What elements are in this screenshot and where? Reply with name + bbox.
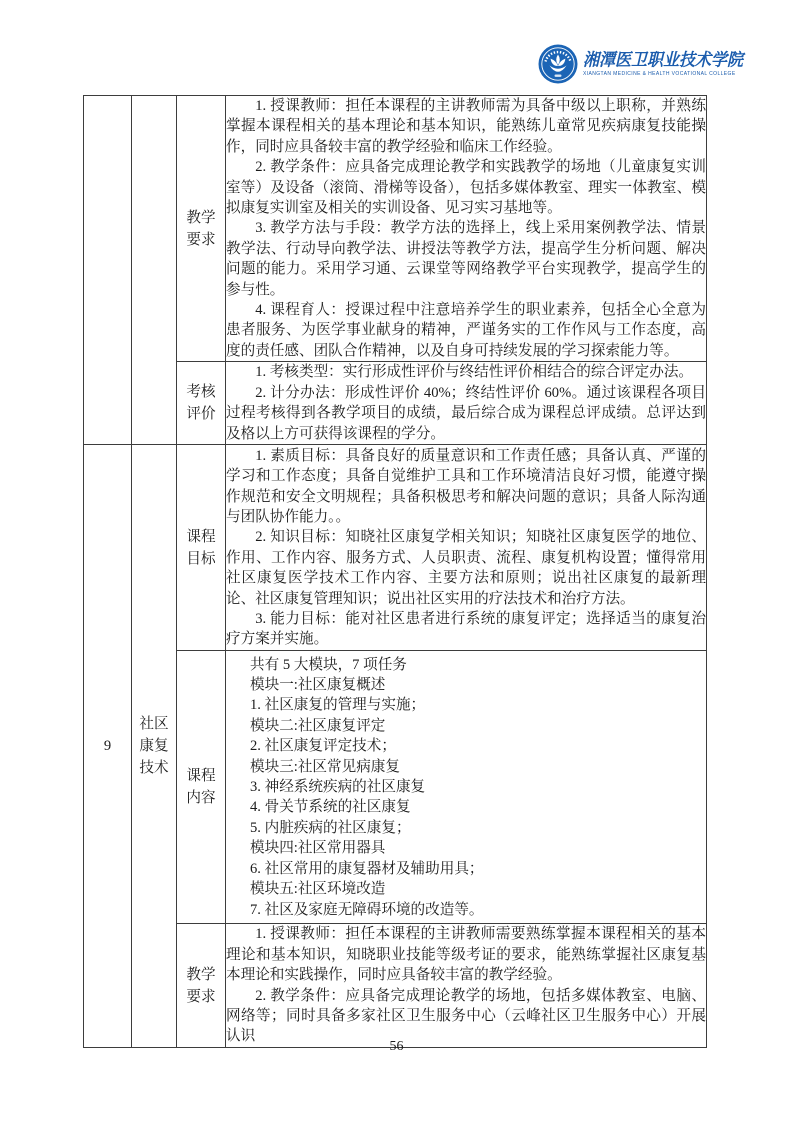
cell-course-number-empty (84, 96, 132, 445)
module-line: 7. 社区及家庭无障碍环境的改造等。 (250, 901, 484, 918)
cell-course-number: 9 (84, 445, 132, 1047)
module-line: 1. 社区康复的管理与实施； (250, 697, 426, 714)
college-name-en: XIANGTAN MEDICINE & HEALTH VOCATIONAL COLLEGE (583, 70, 736, 77)
module-line: 模块二:社区康复评定 (250, 717, 386, 734)
table-row (84, 362, 707, 445)
paragraph: 2. 教学条件：应具备完成理论教学的场地，包括多媒体教室、电脑、网络等；同时具备多家社区卫生服务中心（云峰社区卫生服务中心）开展认识 (226, 987, 706, 1045)
cell-content-course-content (226, 651, 707, 924)
college-seal-icon (538, 44, 578, 84)
row-label: 教学要求 (186, 966, 216, 1005)
paragraph: 2. 计分办法：形成性评价 40%；终结性评价 60%。通过该课程各项目过程考核得到各教学项目的成绩，最后综合成为课程总评成绩。总评达到及格以上方可获得该课程的学分。 (226, 384, 706, 442)
module-line: 模块五:社区环境改造 (250, 881, 386, 898)
row-label: 教学要求 (186, 209, 216, 248)
table-row (84, 96, 707, 362)
row-label: 考核评价 (186, 384, 216, 423)
course-name: 社区康复技术 (139, 716, 169, 776)
paragraph: 2. 知识目标：知晓社区康复学相关知识；知晓社区康复医学的地位、作用、工作内容、服务方式、人员职责、流程、康复机构设置；懂得常用社区康复医学技术工作内容、主要方法和原则；说出社区康复的最新理论、社区康复管理知识；说出社区实用的疗法技术和治疗方法。 (226, 529, 706, 607)
module-line: 共有 5 大模块，7 项任务 (250, 656, 407, 673)
college-logo (538, 44, 743, 84)
paragraph: 1. 考核类型：实行形成性评价与终结性评价相结合的综合评定办法。 (255, 364, 694, 381)
paragraph: 3. 能力目标：能对社区患者进行系统的康复评定；选择适当的康复治疗方案并实施。 (226, 611, 706, 648)
cell-course-name (132, 445, 177, 1047)
row-label: 课程目标 (186, 528, 216, 567)
cell-label-teaching-requirements-2 (177, 924, 226, 1047)
table-row (84, 651, 707, 924)
cell-label-assessment (177, 362, 226, 445)
module-line: 模块三:社区常见病康复 (250, 758, 400, 775)
paragraph: 2. 教学条件：应具备完成理论教学和实践教学的场地（儿童康复实训室等）及设备（滚筒、滑梯等设备），包括多媒体教室、理实一体教室、模拟康复实训室及相关的实训设备、见习实习基地等。 (226, 159, 706, 217)
course-syllabus-table (83, 95, 707, 1048)
module-line: 3. 神经系统疾病的社区康复 (250, 779, 426, 796)
module-line: 5. 内脏疾病的社区康复； (250, 819, 411, 836)
cell-label-teaching-requirements (177, 96, 226, 362)
cell-content-course-objectives (226, 445, 707, 651)
module-list (250, 655, 706, 920)
cell-label-course-content (177, 651, 226, 924)
page-number: 56 (389, 1039, 404, 1054)
cell-content-assessment (226, 362, 707, 445)
table-row (84, 924, 707, 1047)
college-name-block (583, 51, 743, 78)
paragraph: 4. 课程育人：授课过程中注意培养学生的职业素养，包括全心全意为患者服务、为医学事业献身的精神，严谨务实的工作作风与工作态度，高度的责任感、团队合作精神，以及自身可持续发展的学习探索能力等。 (226, 302, 706, 359)
module-line: 6. 社区常用的康复器材及辅助用具； (250, 860, 484, 877)
paragraph: 3. 教学方法与手段：教学方法的选择上，线上采用案例教学法、情景教学法、行动导向教学法、讲授法等教学方法，提高学生分析问题、解决问题的能力。采用学习通、云课堂等网络教学平台实现教学，提高学生的参与性。 (226, 220, 706, 298)
cell-label-course-objectives (177, 445, 226, 651)
module-line: 模块一:社区康复概述 (250, 677, 386, 694)
cell-course-name-empty (132, 96, 177, 445)
module-line: 4. 骨关节系统的社区康复 (250, 799, 411, 816)
paragraph: 1. 授课教师：担任本课程的主讲教师需为具备中级以上职称，并熟练掌握本课程相关的基本理论和基本知识，能熟练儿童常见疾病康复技能操作，同时应具备较丰富的教学经验和临床工作经验。 (226, 98, 706, 155)
module-line: 2. 社区康复评定技术； (250, 738, 396, 755)
paragraph: 1. 授课教师：担任本课程的主讲教师需要熟练掌握本课程相关的基本理论和基本知识，知晓职业技能等级考证的要求，能熟练掌握社区康复基本理论和实践操作，同时应具备较丰富的教学经验。 (226, 926, 706, 984)
cell-content-teaching-requirements (226, 96, 707, 362)
cell-content-teaching-requirements-2 (226, 924, 707, 1047)
college-name-cn: 湘潭医卫职业技术学院 (583, 50, 744, 70)
module-line: 模块四:社区常用器具 (250, 840, 386, 857)
table-row (84, 445, 707, 651)
paragraph: 1. 素质目标：具备良好的质量意识和工作责任感；具备认真、严谨的学习和工作态度；具备自觉维护工具和工作环境清洁良好习惯，能遵守操作规范和安全文明规程；具备积极思考和解决问题的意识；具备人际沟通与团队协作能力。。 (226, 447, 706, 525)
row-label: 课程内容 (186, 768, 216, 807)
